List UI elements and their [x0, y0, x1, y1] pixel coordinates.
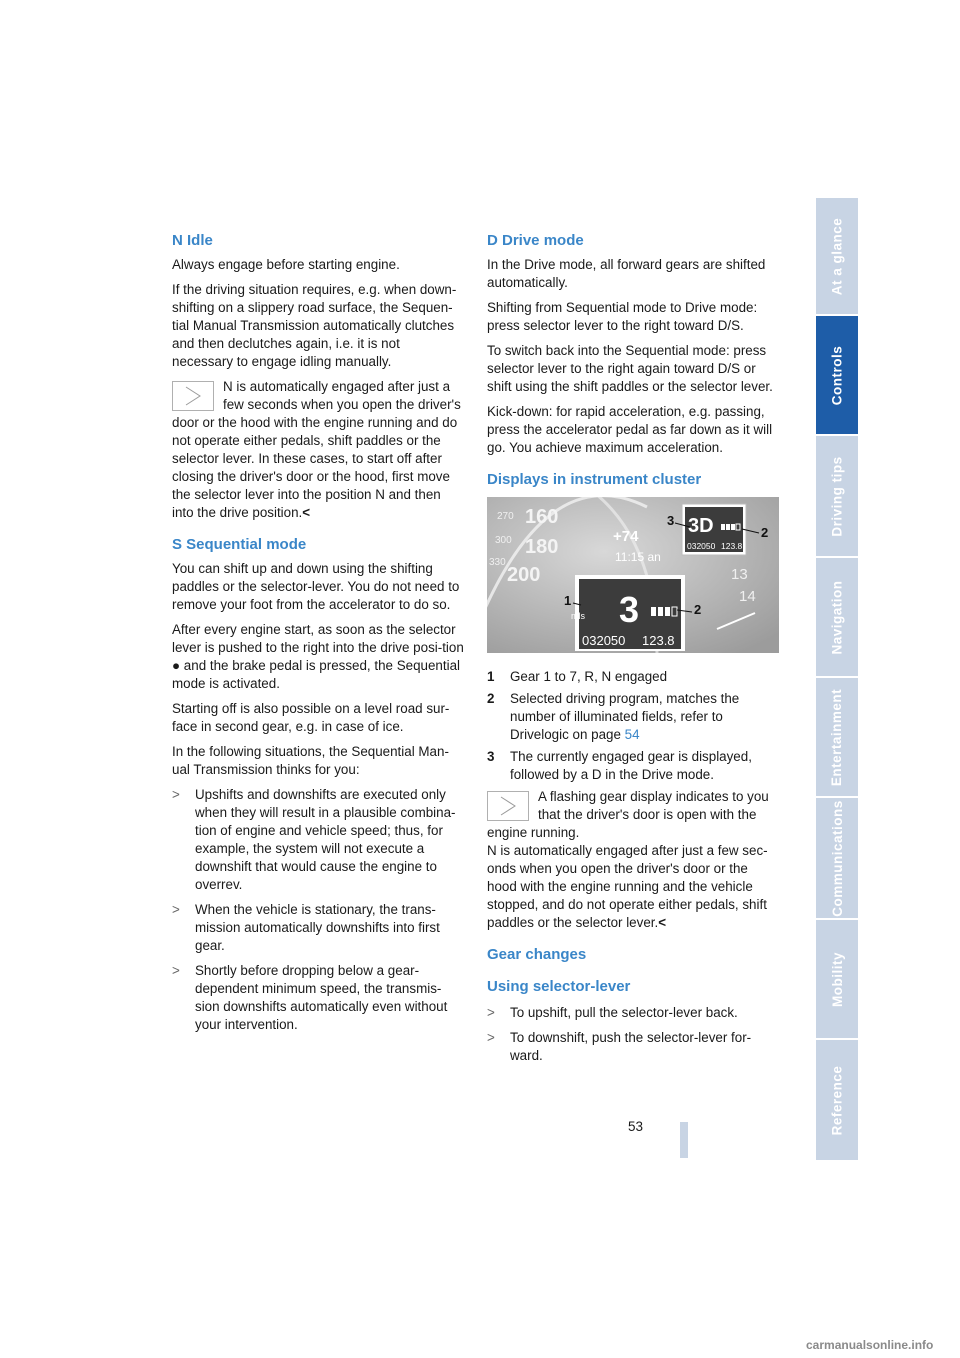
- tab-at-a-glance[interactable]: At a glance: [816, 198, 858, 316]
- odometer: 032050: [687, 541, 716, 551]
- tab-controls[interactable]: Controls: [816, 316, 858, 436]
- unit-label: mls: [571, 611, 585, 621]
- speed-label: 300: [495, 535, 512, 546]
- tab-driving-tips[interactable]: Driving tips: [816, 436, 858, 558]
- gear-readout: 3: [619, 589, 640, 630]
- paragraph: To switch back into the Sequential mode: press selector lever to the right again toward D/S or shift using the shift paddles or the selector lever.: [487, 343, 773, 394]
- callout-label: 1: [564, 593, 572, 608]
- instrument-cluster-figure: [487, 497, 779, 653]
- note-text: N is automatically engaged after just a few sec-onds when you open the driver's door or the hood with the engine running and the vehicle stopped, and do not operate either pedals, shift paddles or the selector lever.: [487, 843, 768, 930]
- n-idle-heading: N Idle: [172, 232, 213, 249]
- note-text: A flashing gear display indicates to you that the driver's door is open with the engine running.: [487, 789, 769, 840]
- paragraph: After every engine start, as soon as the selector lever is pushed to the right into the drive posi-tion ● and the brake pedal is pressed, the Sequential mode is activated.: [172, 622, 464, 691]
- odometer: 032050: [582, 633, 626, 648]
- time-readout: 11:15 an: [615, 550, 661, 564]
- trip-meter: 123.8: [642, 633, 675, 648]
- list-item: 3 The currently engaged gear is displayed, followed by a D in the Drive mode.: [487, 749, 752, 782]
- paragraph: You can shift up and down using the shifting paddles or the selector-lever. You do not need to remove your foot from the accelerator to do so.: [172, 561, 460, 612]
- temperature-readout: +74: [613, 528, 639, 545]
- paragraph: Kick-down: for rapid acceleration, e.g. passing, press the accelerator pedal as far down as it will go. You achieve maximum acceleration.: [487, 404, 773, 455]
- note-block: [487, 788, 779, 932]
- gear-drive-readout: 3D: [688, 515, 714, 537]
- paragraph: Starting off is also possible on a level road sur-face in second gear, e.g. in case of ice.: [172, 701, 450, 734]
- speed-label: 13: [731, 566, 748, 583]
- note-triangle-icon: [172, 381, 214, 411]
- tab-reference[interactable]: Reference: [829, 1065, 845, 1135]
- page-link[interactable]: 54: [624, 727, 640, 742]
- drive-mode-heading: D Drive mode: [487, 232, 584, 249]
- list-item: > Upshifts and downshifts are executed only when they will result in a plausible combina-tion of engine and vehicle speed; thus, for example, the system will not execute a downshift that would cause the engine to overrev.: [172, 787, 456, 892]
- small-gear-display: [682, 504, 746, 555]
- note-triangle-icon: [487, 791, 529, 821]
- tab-communications[interactable]: Communications: [816, 798, 858, 920]
- speed-label: 270: [497, 511, 514, 522]
- paragraph: If the driving situation requires, e.g. when down-shifting on a slippery road surface, the Sequen-tial Manual Transmission automatically clutches and then declutches again, i.e. it is not necessary to engage idling manually.: [172, 282, 457, 369]
- speed-label: 180: [525, 536, 559, 558]
- list-item: > To upshift, pull the selector-lever back.: [487, 1005, 738, 1020]
- speed-label: 160: [525, 506, 559, 528]
- sequential-mode-heading: S Sequential mode: [172, 536, 307, 553]
- note-text: N is automatically engaged after just a few seconds when you open the driver's door or the hood with the engine running and do not operate either pedals, shift paddles or the selector lever. In these cases, to start off after closing the driver's door or the hood, first move the selector lever into the position N and then into the drive position.: [172, 379, 461, 520]
- paragraph: Shifting from Sequential mode to Drive mode: press selector lever to the right toward D/S.: [487, 300, 758, 333]
- large-gear-display: [571, 575, 685, 651]
- speed-label: 14: [739, 588, 756, 605]
- tab-mobility[interactable]: Mobility: [816, 920, 858, 1040]
- list-item: > When the vehicle is stationary, the trans-mission automatically downshifts into first gear.: [172, 902, 440, 953]
- end-mark: <: [302, 505, 311, 520]
- list-item: > Shortly before dropping below a gear-dependent minimum speed, the transmis-sion downshifts automatically even without your intervention.: [172, 963, 448, 1032]
- page-number-bar: [680, 1122, 688, 1158]
- gear-changes-heading: Gear changes: [487, 946, 587, 963]
- end-mark: <: [658, 915, 667, 930]
- callout-label: 2: [761, 525, 769, 540]
- left-column: [172, 226, 464, 1041]
- paragraph: Always engage before starting engine.: [172, 257, 400, 272]
- trip-meter: 123.8: [721, 541, 743, 551]
- note-block: [172, 378, 464, 522]
- tab-navigation[interactable]: Navigation: [816, 558, 858, 678]
- paragraph: In the Drive mode, all forward gears are shifted automatically.: [487, 257, 766, 290]
- callout-label: 3: [667, 513, 675, 528]
- selector-lever-heading: Using selector-lever: [487, 978, 631, 995]
- chapter-sidebar: [816, 198, 858, 1160]
- list-item: 1 Gear 1 to 7, R, N engaged: [487, 669, 668, 684]
- list-item: 2 Selected driving program, matches the number of illuminated fields, refer to Drivelogic on page 54: [487, 691, 740, 742]
- watermark: carmanualsonline.info: [806, 1338, 934, 1352]
- speed-label: 330: [489, 557, 506, 568]
- tab-entertainment[interactable]: Entertainment: [816, 678, 858, 798]
- right-column: [487, 226, 779, 1072]
- callout-label: 2: [694, 602, 702, 617]
- speed-label: 200: [507, 564, 541, 586]
- list-item: > To downshift, push the selector-lever for-ward.: [487, 1030, 752, 1063]
- displays-heading: Displays in instrument cluster: [487, 471, 702, 488]
- paragraph: In the following situations, the Sequential Man-ual Transmission thinks for you:: [172, 744, 449, 777]
- page-number: 53: [628, 1119, 644, 1134]
